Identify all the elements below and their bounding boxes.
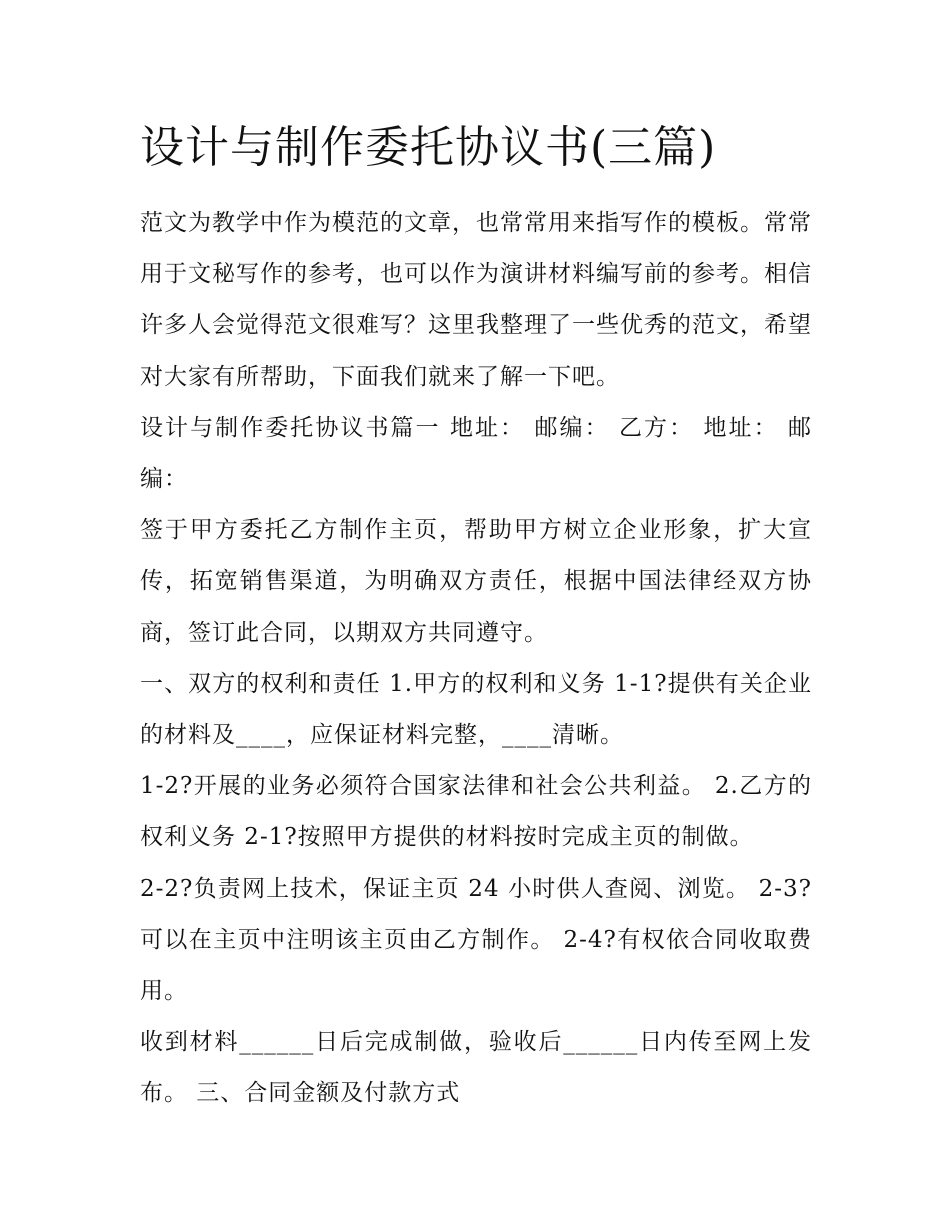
- paragraph-party-a-rights: 一、双方的权利和责任 1.甲方的权利和义务 1-1?提供有关企业的材料及____，应保证材料完整，____清晰。: [140, 670, 812, 749]
- paragraph-parties: 设计与制作委托协议书篇一 地址： 邮编： 乙方： 地址： 邮编：: [140, 414, 812, 493]
- paragraph-schedule: 收到材料______日后完成制做，验收后______日内传至网上发布。 三、合同金额及付款方式: [140, 1029, 812, 1107]
- document-title: 设计与制作委托协议书(三篇): [140, 122, 717, 173]
- paragraph-intro: 范文为教学中作为模范的文章，也常常用来指写作的模板。常常用于文秘写作的参考，也可以作为演讲材料编写前的参考。相信许多人会觉得范文很难写？这里我整理了一些优秀的范文，希望对大家有所帮助，下面我们就来了解一下吧。: [140, 210, 812, 390]
- paragraph-technical-duties: 2-2?负责网上技术，保证主页 24 小时供人查阅、浏览。 2-3?可以在主页中注明该主页由乙方制作。 2-4?有权依合同收取费用。: [140, 875, 812, 1005]
- paragraph-purpose: 签于甲方委托乙方制作主页，帮助甲方树立企业形象，扩大宣传，拓宽销售渠道，为明确双方责任，根据中国法律经双方协商，签订此合同，以期双方共同遵守。: [140, 517, 812, 646]
- document-body: [140, 198, 812, 1120]
- paragraph-party-b-rights: 1-2?开展的业务必须符合国家法律和社会公共利益。 2.乙方的权利义务 2-1?按照甲方提供的材料按时完成主页的制做。: [140, 773, 812, 851]
